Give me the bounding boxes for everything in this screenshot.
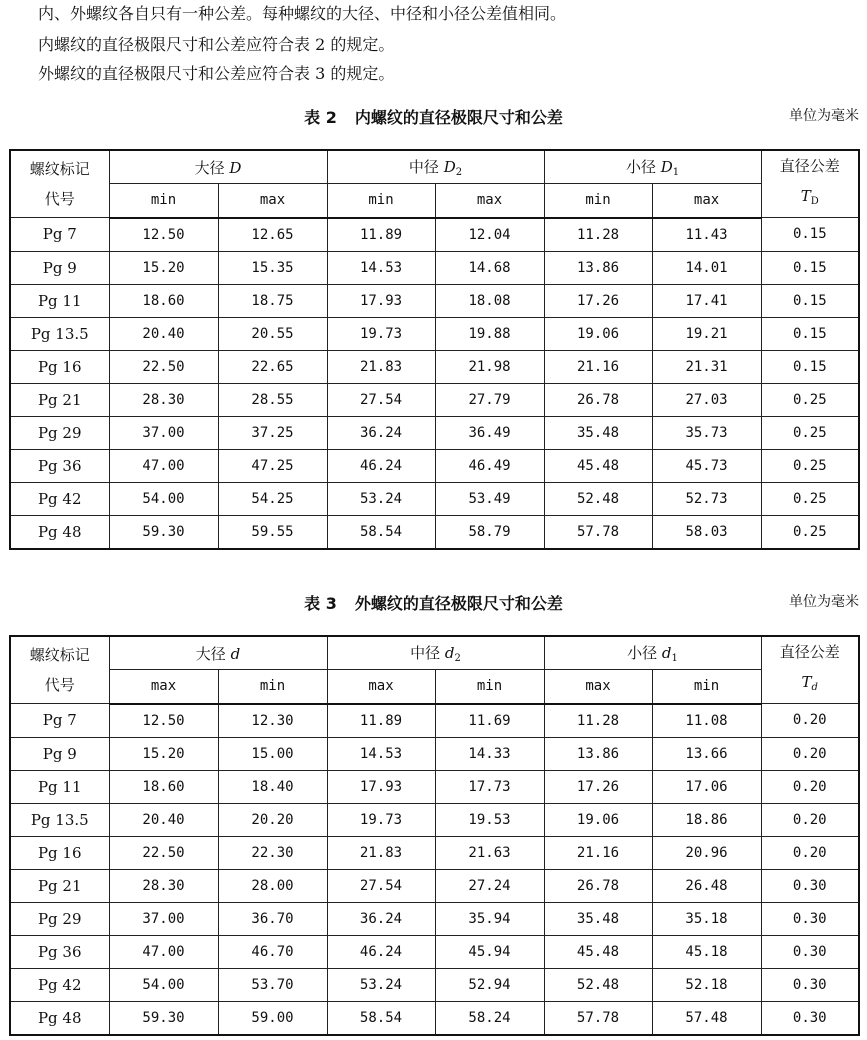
diameter-value-cell: 12.30	[218, 704, 327, 738]
thread-code-cell: Pg 9	[10, 251, 109, 284]
table-row	[10, 836, 859, 869]
internal-thread-paragraph: 内螺纹的直径极限尺寸和公差应符合表 2 的规定。	[38, 35, 395, 54]
diameter-value-cell: 17.73	[435, 770, 544, 803]
diameter-value-cell: 27.79	[435, 383, 544, 416]
diameter-value-cell: 21.31	[652, 350, 761, 383]
tolerance-cell: 0.30	[761, 1001, 859, 1035]
diameter-value-cell: 52.48	[544, 968, 652, 1001]
diameter-value-cell: 36.24	[327, 416, 435, 449]
tolerance-cell: 0.20	[761, 836, 859, 869]
thread-code-cell: Pg 16	[10, 836, 109, 869]
thread-code-cell: Pg 13.5	[10, 317, 109, 350]
column-group-symbol: D	[660, 158, 673, 177]
diameter-value-cell: 59.55	[218, 515, 327, 549]
tolerance-cell: 0.30	[761, 869, 859, 902]
diameter-value-cell: 58.24	[435, 1001, 544, 1035]
tolerance-cell: 0.15	[761, 218, 859, 252]
diameter-value-cell: 53.70	[218, 968, 327, 1001]
diameter-value-cell: 53.49	[435, 482, 544, 515]
table-unit: 单位为毫米	[789, 594, 859, 610]
column-group-label: 小径	[625, 158, 656, 177]
table-row	[10, 803, 859, 836]
column-group-symbol: D	[229, 158, 242, 177]
diameter-value-cell: 11.89	[327, 704, 435, 738]
thread-code-cell: Pg 9	[10, 737, 109, 770]
thread-code-cell: Pg 48	[10, 1001, 109, 1035]
diameter-value-cell: 47.00	[109, 449, 218, 482]
diameter-value-cell: 52.48	[544, 482, 652, 515]
tolerance-cell: 0.20	[761, 803, 859, 836]
thread-code-cell: Pg 42	[10, 968, 109, 1001]
diameter-value-cell: 36.24	[327, 902, 435, 935]
diameter-value-cell: 57.48	[652, 1001, 761, 1035]
table-row	[10, 935, 859, 968]
diameter-value-cell: 26.78	[544, 383, 652, 416]
header-row	[10, 150, 859, 184]
diameter-value-cell: 47.00	[109, 935, 218, 968]
diameter-value-cell: 19.73	[327, 803, 435, 836]
diameter-value-cell: 57.78	[544, 515, 652, 549]
diameter-value-cell: 21.16	[544, 350, 652, 383]
column-group-symbol: D	[443, 158, 456, 177]
table-number: 表 2	[304, 108, 337, 127]
table-caption	[0, 105, 867, 128]
header-tolerance-symbol	[762, 667, 859, 703]
tolerance-cell: 0.25	[761, 416, 859, 449]
diameter-value-cell: 59.30	[109, 515, 218, 549]
diameter-value-cell: 27.03	[652, 383, 761, 416]
diameter-value-cell: 22.50	[109, 836, 218, 869]
diameter-value-cell: 19.21	[652, 317, 761, 350]
table-row	[10, 449, 859, 482]
table-row	[10, 416, 859, 449]
table-2	[9, 149, 860, 550]
thread-code-cell: Pg 21	[10, 869, 109, 902]
diameter-value-cell: 12.50	[109, 704, 218, 738]
diameter-value-cell: 35.73	[652, 416, 761, 449]
tolerance-cell: 0.25	[761, 515, 859, 549]
header-major-diameter	[109, 636, 327, 670]
diameter-value-cell: 54.00	[109, 968, 218, 1001]
table-row	[10, 515, 859, 549]
header-tolerance-symbol	[762, 181, 859, 217]
tolerance-symbol: T	[801, 673, 812, 691]
header-pitch-diameter	[327, 150, 544, 184]
tolerance-subscript: D	[810, 196, 819, 207]
table-row	[10, 317, 859, 350]
diameter-value-cell: 58.79	[435, 515, 544, 549]
diameter-value-cell: 13.86	[544, 737, 652, 770]
diameter-value-cell: 46.70	[218, 935, 327, 968]
header-pitch-diameter	[327, 636, 544, 670]
thread-code-cell: Pg 21	[10, 383, 109, 416]
diameter-value-cell: 57.78	[544, 1001, 652, 1035]
diameter-value-cell: 21.63	[435, 836, 544, 869]
column-group-symbol: d	[230, 644, 241, 663]
diameter-value-cell: 28.30	[109, 383, 218, 416]
subheader-limit: min	[327, 184, 435, 218]
diameter-value-cell: 27.24	[435, 869, 544, 902]
column-group-label: 中径	[408, 158, 439, 177]
subheader-limit: min	[218, 670, 327, 704]
thread-code-cell: Pg 48	[10, 515, 109, 549]
diameter-value-cell: 47.25	[218, 449, 327, 482]
table-row	[10, 968, 859, 1001]
diameter-value-cell: 12.04	[435, 218, 544, 252]
diameter-value-cell: 20.55	[218, 317, 327, 350]
diameter-value-cell: 19.88	[435, 317, 544, 350]
diameter-value-cell: 13.86	[544, 251, 652, 284]
diameter-value-cell: 17.06	[652, 770, 761, 803]
header-thread-code	[10, 150, 109, 218]
thread-code-cell: Pg 11	[10, 284, 109, 317]
table-caption	[0, 591, 867, 614]
diameter-value-cell: 46.49	[435, 449, 544, 482]
diameter-value-cell: 37.25	[218, 416, 327, 449]
column-group-subscript: 2	[454, 653, 461, 665]
diameter-value-cell: 53.24	[327, 482, 435, 515]
table-row	[10, 704, 859, 738]
thread-code-cell: Pg 42	[10, 482, 109, 515]
diameter-value-cell: 52.94	[435, 968, 544, 1001]
diameter-value-cell: 37.00	[109, 902, 218, 935]
diameter-value-cell: 12.50	[109, 218, 218, 252]
tolerance-cell: 0.30	[761, 902, 859, 935]
header-diameter-tolerance	[761, 636, 859, 704]
diameter-value-cell: 20.40	[109, 803, 218, 836]
diameter-value-cell: 18.60	[109, 770, 218, 803]
diameter-value-cell: 11.28	[544, 218, 652, 252]
table-row	[10, 902, 859, 935]
diameter-value-cell: 21.98	[435, 350, 544, 383]
diameter-value-cell: 36.49	[435, 416, 544, 449]
table-row	[10, 218, 859, 252]
thread-code-cell: Pg 7	[10, 704, 109, 738]
diameter-value-cell: 19.06	[544, 317, 652, 350]
column-group-subscript: 1	[672, 167, 680, 179]
diameter-value-cell: 58.03	[652, 515, 761, 549]
subheader-limit: max	[544, 670, 652, 704]
diameter-value-cell: 20.96	[652, 836, 761, 869]
tolerance-cell: 0.20	[761, 770, 859, 803]
table-row	[10, 383, 859, 416]
tolerance-cell: 0.15	[761, 317, 859, 350]
table-row	[10, 737, 859, 770]
tolerance-cell: 0.30	[761, 935, 859, 968]
diameter-value-cell: 11.43	[652, 218, 761, 252]
diameter-value-cell: 17.26	[544, 284, 652, 317]
column-group-symbol: d	[444, 644, 455, 663]
tolerance-cell: 0.30	[761, 968, 859, 1001]
thread-code-cell: Pg 11	[10, 770, 109, 803]
diameter-value-cell: 17.26	[544, 770, 652, 803]
diameter-value-cell: 52.18	[652, 968, 761, 1001]
column-group-label: 大径	[194, 158, 225, 177]
header-major-diameter	[109, 150, 327, 184]
diameter-value-cell: 35.48	[544, 416, 652, 449]
column-group-label: 小径	[627, 644, 658, 663]
column-group-label: 大径	[195, 644, 226, 663]
table-title: 外螺纹的直径极限尺寸和公差	[354, 594, 563, 613]
header-minor-diameter	[544, 636, 761, 670]
diameter-value-cell: 35.94	[435, 902, 544, 935]
column-group-symbol: d	[661, 644, 672, 663]
thread-code-cell: Pg 7	[10, 218, 109, 252]
thread-code-cell: Pg 13.5	[10, 803, 109, 836]
diameter-value-cell: 11.89	[327, 218, 435, 252]
diameter-value-cell: 19.73	[327, 317, 435, 350]
subheader-limit: min	[544, 184, 652, 218]
tolerance-symbol: T	[800, 187, 811, 205]
diameter-value-cell: 22.50	[109, 350, 218, 383]
tolerance-cell: 0.25	[761, 383, 859, 416]
tolerance-cell: 0.25	[761, 449, 859, 482]
diameter-value-cell: 45.48	[544, 935, 652, 968]
diameter-value-cell: 20.40	[109, 317, 218, 350]
column-group-subscript: 2	[455, 167, 463, 179]
subheader-row	[10, 184, 859, 218]
diameter-value-cell: 19.53	[435, 803, 544, 836]
diameter-value-cell: 22.65	[218, 350, 327, 383]
table-title: 内螺纹的直径极限尺寸和公差	[354, 108, 563, 127]
diameter-value-cell: 46.24	[327, 449, 435, 482]
tolerance-cell: 0.15	[761, 350, 859, 383]
diameter-value-cell: 35.48	[544, 902, 652, 935]
table-caption-bar	[0, 105, 867, 127]
diameter-value-cell: 45.18	[652, 935, 761, 968]
diameter-value-cell: 45.94	[435, 935, 544, 968]
table-row	[10, 770, 859, 803]
diameter-value-cell: 17.93	[327, 284, 435, 317]
diameter-value-cell: 15.00	[218, 737, 327, 770]
diameter-value-cell: 26.48	[652, 869, 761, 902]
diameter-value-cell: 14.53	[327, 737, 435, 770]
table-3	[9, 635, 860, 1036]
table-row	[10, 869, 859, 902]
header-thread-code	[10, 636, 109, 704]
table-row	[10, 1001, 859, 1035]
diameter-value-cell: 21.16	[544, 836, 652, 869]
intro-paragraph: 内、外螺纹各自只有一种公差。每种螺纹的大径、中径和小径公差值相同。	[38, 4, 567, 23]
header-tolerance-label: 直径公差	[779, 157, 840, 175]
diameter-value-cell: 53.24	[327, 968, 435, 1001]
thread-code-cell: Pg 36	[10, 449, 109, 482]
table-row	[10, 350, 859, 383]
diameter-value-cell: 18.60	[109, 284, 218, 317]
tolerance-cell: 0.15	[761, 251, 859, 284]
diameter-value-cell: 14.68	[435, 251, 544, 284]
header-thread-code-line1: 螺纹标记	[29, 160, 90, 178]
subheader-limit: max	[109, 670, 218, 704]
subheader-limit: min	[109, 184, 218, 218]
diameter-value-cell: 11.08	[652, 704, 761, 738]
table-row	[10, 482, 859, 515]
diameter-value-cell: 27.54	[327, 383, 435, 416]
table-row	[10, 251, 859, 284]
diameter-value-cell: 28.55	[218, 383, 327, 416]
diameter-value-cell: 18.08	[435, 284, 544, 317]
diameter-value-cell: 22.30	[218, 836, 327, 869]
diameter-value-cell: 17.93	[327, 770, 435, 803]
diameter-value-cell: 26.78	[544, 869, 652, 902]
thread-code-cell: Pg 16	[10, 350, 109, 383]
diameter-value-cell: 15.35	[218, 251, 327, 284]
diameter-value-cell: 21.83	[327, 350, 435, 383]
diameter-value-cell: 28.00	[218, 869, 327, 902]
subheader-limit: min	[652, 670, 761, 704]
diameter-value-cell: 18.40	[218, 770, 327, 803]
diameter-value-cell: 45.73	[652, 449, 761, 482]
thread-code-cell: Pg 29	[10, 416, 109, 449]
subheader-limit: max	[327, 670, 435, 704]
diameter-value-cell: 28.30	[109, 869, 218, 902]
diameter-value-cell: 14.53	[327, 251, 435, 284]
tolerance-cell: 0.25	[761, 482, 859, 515]
diameter-value-cell: 20.20	[218, 803, 327, 836]
diameter-value-cell: 11.69	[435, 704, 544, 738]
diameter-value-cell: 52.73	[652, 482, 761, 515]
subheader-limit: max	[435, 184, 544, 218]
header-thread-code-line2: 代号	[44, 190, 75, 208]
header-tolerance-label: 直径公差	[779, 643, 840, 661]
table-unit: 单位为毫米	[789, 108, 859, 124]
tolerance-subscript: d	[811, 682, 818, 693]
tolerance-cell: 0.15	[761, 284, 859, 317]
tolerance-cell: 0.20	[761, 737, 859, 770]
diameter-value-cell: 13.66	[652, 737, 761, 770]
table-row	[10, 284, 859, 317]
diameter-value-cell: 12.65	[218, 218, 327, 252]
table-caption-bar	[0, 591, 867, 613]
diameter-value-cell: 59.30	[109, 1001, 218, 1035]
thread-code-cell: Pg 36	[10, 935, 109, 968]
subheader-row	[10, 670, 859, 704]
header-minor-diameter	[544, 150, 761, 184]
diameter-value-cell: 27.54	[327, 869, 435, 902]
subheader-limit: max	[218, 184, 327, 218]
diameter-value-cell: 21.83	[327, 836, 435, 869]
external-thread-paragraph: 外螺纹的直径极限尺寸和公差应符合表 3 的规定。	[38, 64, 395, 83]
diameter-value-cell: 18.86	[652, 803, 761, 836]
diameter-value-cell: 35.18	[652, 902, 761, 935]
header-thread-code-line2: 代号	[44, 676, 75, 694]
diameter-value-cell: 59.00	[218, 1001, 327, 1035]
diameter-value-cell: 36.70	[218, 902, 327, 935]
header-diameter-tolerance	[761, 150, 859, 218]
diameter-value-cell: 14.01	[652, 251, 761, 284]
diameter-value-cell: 46.24	[327, 935, 435, 968]
diameter-value-cell: 17.41	[652, 284, 761, 317]
diameter-value-cell: 58.54	[327, 1001, 435, 1035]
subheader-limit: max	[652, 184, 761, 218]
diameter-value-cell: 19.06	[544, 803, 652, 836]
diameter-value-cell: 11.28	[544, 704, 652, 738]
thread-code-cell: Pg 29	[10, 902, 109, 935]
diameter-value-cell: 15.20	[109, 737, 218, 770]
diameter-value-cell: 15.20	[109, 251, 218, 284]
table-number: 表 3	[304, 594, 337, 613]
column-group-subscript: 1	[671, 653, 678, 665]
diameter-value-cell: 14.33	[435, 737, 544, 770]
subheader-limit: min	[435, 670, 544, 704]
diameter-value-cell: 54.00	[109, 482, 218, 515]
header-thread-code-line1: 螺纹标记	[29, 646, 90, 664]
diameter-value-cell: 45.48	[544, 449, 652, 482]
tolerance-cell: 0.20	[761, 704, 859, 738]
header-row	[10, 636, 859, 670]
diameter-value-cell: 58.54	[327, 515, 435, 549]
diameter-value-cell: 37.00	[109, 416, 218, 449]
diameter-value-cell: 18.75	[218, 284, 327, 317]
column-group-label: 中径	[410, 644, 441, 663]
diameter-value-cell: 54.25	[218, 482, 327, 515]
